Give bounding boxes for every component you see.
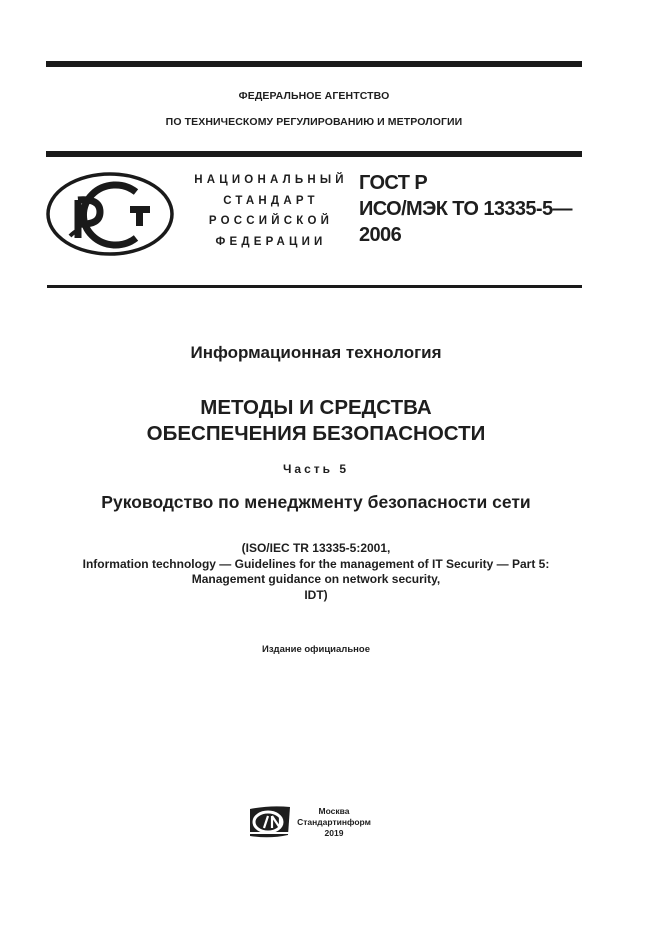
national-standard-line: РОССИЙСКОЙ (208, 215, 334, 227)
official-edition-label: Издание официальное (262, 644, 370, 655)
designation-line: 2006 (359, 224, 402, 246)
main-title-line: МЕТОДЫ И СРЕДСТВА (200, 396, 432, 419)
publication-year: 2019 (324, 828, 344, 838)
iso-reference (0, 541, 632, 603)
publisher-name: Стандартинформ (297, 817, 371, 827)
main-title-line: ОБЕСПЕЧЕНИЯ БЕЗОПАСНОСТИ (146, 422, 486, 445)
designation-line: ИСО/МЭК ТО 13335-5— (359, 198, 572, 220)
publisher-info (296, 806, 372, 839)
iso-reference-line: Information technology — Guidelines for the management of IT Security — Part 5: (82, 556, 550, 571)
publisher-city: Москва (318, 806, 350, 816)
iso-reference-line: Management guidance on network security, (191, 572, 441, 586)
standartinform-logo-icon (248, 805, 292, 839)
header-rule (46, 151, 582, 157)
part-label: Часть 5 (282, 462, 350, 476)
main-title (0, 395, 632, 447)
standard-designation (359, 170, 572, 248)
national-standard-label (176, 170, 366, 252)
designation-rule (47, 285, 582, 288)
top-rule (46, 61, 582, 67)
agency-name-line2: ПО ТЕХНИЧЕСКОМУ РЕГУЛИРОВАНИЮ И МЕТРОЛОГИИ (165, 116, 463, 128)
national-standard-line: ФЕДЕРАЦИИ (215, 235, 327, 248)
iso-reference-line: IDT) (304, 587, 328, 602)
iso-reference-line: (ISO/IEC TR 13335-5:2001, (241, 541, 391, 555)
gost-r-logo-icon (44, 170, 176, 258)
part-title: Руководство по менеджменту безопасности сети (101, 492, 531, 512)
subject-title: Информационная технология (190, 343, 442, 362)
agency-name-line1: ФЕДЕРАЛЬНОЕ АГЕНТСТВО (238, 90, 390, 102)
national-standard-line: НАЦИОНАЛЬНЫЙ (194, 174, 348, 186)
designation-line: ГОСТ Р (359, 172, 428, 194)
national-standard-line: СТАНДАРТ (223, 194, 319, 207)
